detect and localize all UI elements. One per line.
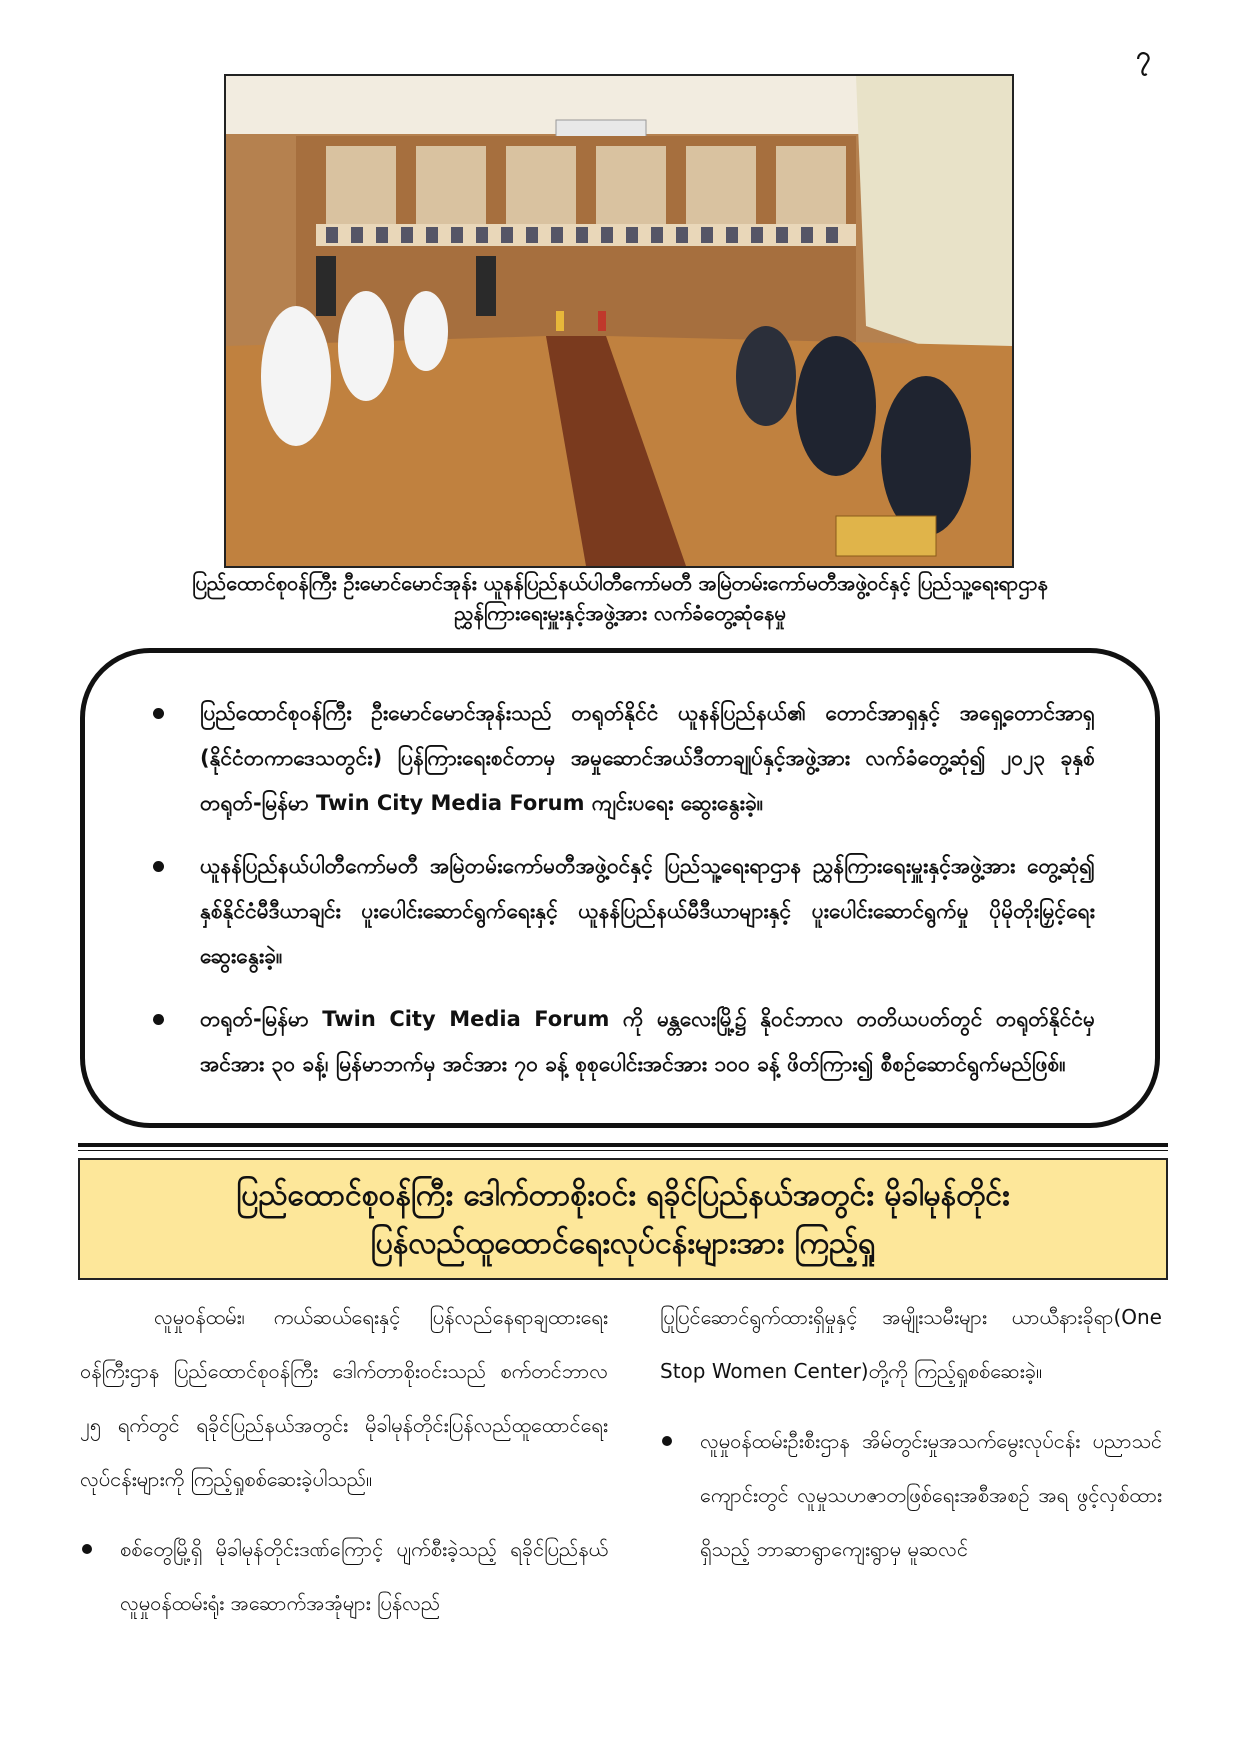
highlight-text: ပြည်ထောင်စုဝန်ကြီး ဦးမောင်မောင်အုန်းသည် တရုတ်နိုင်ငံ ယူနန်ပြည်နယ်၏ တောင်အာရှနှင့် အရှေ့တောင်အာရှ (နိုင်ငံတကာဒေသတွင်း) ပြန်ကြားရေးစင်တာမှ အမှုဆောင်အယ်ဒီတာချုပ်နှင့်အဖွဲ့အား လက်ခံတွေ့ဆုံ၍ ၂၀၂၃ ခုနှစ် တရုတ်-မြန်မာ Twin City Media Forum ကျင်းပရေး ဆွေးနွေးခဲ့။: [200, 701, 1095, 815]
highlights-box: [80, 648, 1160, 1128]
caption-line: ပြည်ထောင်စုဝန်ကြီး ဦးမောင်မောင်အုန်း ယူနန်ပြည်နယ်ပါတီကော်မတီ အမြဲတမ်းကော်မတီအဖွဲ့ဝင်နှင့် ပြည်သူ့ရေးရာဌာန: [192, 571, 1048, 595]
article-paragraph: လူမှုဝန်ထမ်း၊ ကယ်ဆယ်ရေးနှင့် ပြန်လည်နေရာချထားရေးဝန်ကြီးဌာန ပြည်ထောင်စုဝန်ကြီး ဒေါက်တာစိုးဝင်းသည် စက်တင်ဘာလ ၂၅ ရက်တွင် ရခိုင်ပြည်နယ်အတွင်း မိုခါမုန်တိုင်းပြန်လည်ထူထောင်ရေးလုပ်ငန်းများကို ကြည့်ရှုစစ်ဆေးခဲ့ပါသည်။: [80, 1305, 608, 1491]
article-column-right: [660, 1290, 1162, 1576]
section-divider: [78, 1143, 1168, 1147]
highlight-item: [145, 844, 1095, 979]
headline-line: ပြန်လည်ထူထောင်ရေးလုပ်ငန်းများအား ကြည့်ရှု: [370, 1226, 876, 1261]
bullet-icon: [153, 1014, 164, 1025]
article-bullet: [80, 1522, 608, 1630]
headline-line: ပြည်ထောင်စုဝန်ကြီး ဒေါက်တာစိုးဝင်း ရခိုင်ပြည်နယ်အတွင်း မိုခါမုန်တိုင်း: [236, 1178, 1010, 1213]
article-bullet-text: လူမှုဝန်ထမ်းဦးစီးဌာန အိမ်တွင်းမှုအသက်မွေးလုပ်ငန်း ပညာသင်ကျောင်းတွင် လူမှုသဟဇာတဖြစ်ရေးအစီအစဉ် အရ ဖွင့်လှစ်ထားရှိသည့် ဘာဆာရွာကျေးရွာမှ မူဆလင်: [700, 1429, 1162, 1561]
section-divider-thin: [78, 1150, 1168, 1151]
highlight-item: [145, 997, 1095, 1087]
bullet-icon: [153, 861, 164, 872]
page-number: ၇: [1136, 41, 1151, 71]
meeting-photo: [224, 74, 1014, 568]
article-paragraph: ပြုပြင်ဆောင်ရွက်ထားရှိမှုနှင့် အမျိုးသမီးများ ယာယီနားခိုရာ(One Stop Women Center)တို့ကို ကြည့်ရှုစစ်ဆေးခဲ့။: [660, 1305, 1162, 1383]
article-column-left: [80, 1290, 608, 1630]
meeting-photo-illustration: [226, 76, 1012, 566]
highlight-text: ယူနန်ပြည်နယ်ပါတီကော်မတီ အမြဲတမ်းကော်မတီအဖွဲ့ဝင်နှင့် ပြည်သူ့ရေးရာဌာန ညွှန်ကြားရေးမှူးနှင့်အဖွဲ့အား တွေ့ဆုံ၍ နှစ်နိုင်ငံမီဒီယာချင်း ပူးပေါင်းဆောင်ရွက်ရေးနှင့် ယူနန်ပြည်နယ်မီဒီယာများနှင့် ပူးပေါင်းဆောင်ရွက်မှု ပိုမိုတိုးမြှင့်ရေးဆွေးနွေးခဲ့။: [200, 854, 1095, 968]
article-bullet-text: စစ်တွေမြို့ရှိ မိုခါမုန်တိုင်းဒဏ်ကြောင့် ပျက်စီးခဲ့သည့် ရခိုင်ပြည်နယ် လူမှုဝန်ထမ်းရုံး အဆောက်အအုံများ ပြန်လည်: [120, 1537, 608, 1615]
highlight-item: [145, 691, 1095, 826]
caption-line: ညွှန်ကြားရေးမှူးနှင့်အဖွဲ့အား လက်ခံတွေ့ဆုံနေမှု: [454, 601, 786, 625]
bullet-icon: [153, 708, 164, 719]
photo-caption: [120, 568, 1120, 628]
article-bullet: [660, 1414, 1162, 1576]
article-headline: [78, 1158, 1168, 1280]
highlight-text: တရုတ်-မြန်မာ Twin City Media Forum ကို မန္တလေးမြို့၌ နိုဝင်ဘာလ တတိယပတ်တွင် တရုတ်နိုင်ငံမှ အင်အား ၃၀ ခန့်၊ မြန်မာဘက်မှ အင်အား ၇၀ ခန့် စုစုပေါင်းအင်အား ၁၀၀ ခန့် ဖိတ်ကြား၍ စီစဉ်ဆောင်ရွက်မည်ဖြစ်။: [200, 1007, 1095, 1076]
bullet-icon: [662, 1436, 672, 1446]
bullet-icon: [82, 1544, 92, 1554]
